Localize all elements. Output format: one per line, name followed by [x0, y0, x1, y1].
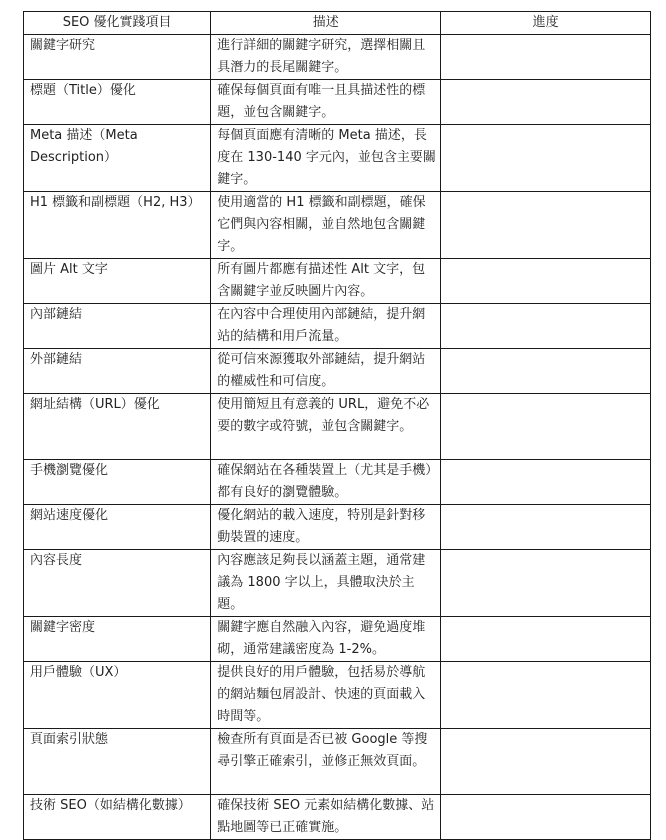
header-description: 描述 — [211, 12, 441, 35]
description-cell: 進行詳細的關鍵字研究，選擇相關且具潛力的長尾關鍵字。 — [211, 35, 441, 80]
item-cell: 圖片 Alt 文字 — [24, 259, 211, 304]
item-cell: 頁面索引狀態 — [24, 729, 211, 795]
table-row — [24, 259, 651, 304]
description-cell: 確保技術 SEO 元素如結構化數據、站點地圖等已正確實施。 — [211, 795, 441, 840]
progress-cell[interactable] — [441, 192, 651, 259]
header-progress: 進度 — [441, 12, 651, 35]
table-header-row — [24, 12, 651, 35]
item-cell: 網站速度優化 — [24, 505, 211, 550]
table-row — [24, 662, 651, 729]
progress-cell[interactable] — [441, 35, 651, 80]
description-cell: 在內容中合理使用內部鏈結，提升網站的結構和用戶流量。 — [211, 304, 441, 349]
table-row — [24, 80, 651, 125]
description-cell: 檢查所有頁面是否已被 Google 等搜尋引擎正確索引，並修正無效頁面。 — [211, 729, 441, 795]
progress-cell[interactable] — [441, 795, 651, 840]
progress-cell[interactable] — [441, 505, 651, 550]
seo-checklist-table — [23, 11, 651, 840]
table-row — [24, 729, 651, 795]
item-cell: 手機瀏覽優化 — [24, 460, 211, 505]
progress-cell[interactable] — [441, 662, 651, 729]
table-row — [24, 617, 651, 662]
progress-cell[interactable] — [441, 550, 651, 617]
table-row — [24, 394, 651, 460]
item-cell: 關鍵字研究 — [24, 35, 211, 80]
progress-cell[interactable] — [441, 125, 651, 192]
table-row — [24, 192, 651, 259]
progress-cell[interactable] — [441, 460, 651, 505]
item-cell: H1 標籤和副標題（H2, H3） — [24, 192, 211, 259]
table-row — [24, 125, 651, 192]
progress-cell[interactable] — [441, 394, 651, 460]
item-cell: 用戶體驗（UX） — [24, 662, 211, 729]
item-cell: Meta 描述（Meta Description） — [24, 125, 211, 192]
progress-cell[interactable] — [441, 729, 651, 795]
table-row — [24, 304, 651, 349]
item-cell: 技術 SEO（如結構化數據） — [24, 795, 211, 840]
description-cell: 關鍵字應自然融入內容，避免過度堆砌，通常建議密度為 1-2%。 — [211, 617, 441, 662]
description-cell: 確保網站在各種裝置上（尤其是手機）都有良好的瀏覽體驗。 — [211, 460, 441, 505]
table-row — [24, 460, 651, 505]
description-cell: 優化網站的載入速度，特別是針對移動裝置的速度。 — [211, 505, 441, 550]
progress-cell[interactable] — [441, 617, 651, 662]
table-row — [24, 505, 651, 550]
description-cell: 內容應該足夠長以涵蓋主題，通常建議為 1800 字以上，具體取決於主題。 — [211, 550, 441, 617]
table-row — [24, 349, 651, 394]
progress-cell[interactable] — [441, 80, 651, 125]
progress-cell[interactable] — [441, 349, 651, 394]
description-cell: 使用簡短且有意義的 URL，避免不必要的數字或符號，並包含關鍵字。 — [211, 394, 441, 460]
item-cell: 標題（Title）優化 — [24, 80, 211, 125]
item-cell: 內容長度 — [24, 550, 211, 617]
item-cell: 網址結構（URL）優化 — [24, 394, 211, 460]
description-cell: 從可信來源獲取外部鏈結，提升網站的權威性和可信度。 — [211, 349, 441, 394]
table-row — [24, 35, 651, 80]
progress-cell[interactable] — [441, 304, 651, 349]
item-cell: 關鍵字密度 — [24, 617, 211, 662]
description-cell: 提供良好的用戶體驗，包括易於導航的網站麵包屑設計、快速的頁面載入時間等。 — [211, 662, 441, 729]
progress-cell[interactable] — [441, 259, 651, 304]
header-item: SEO 優化實踐項目 — [24, 12, 211, 35]
description-cell: 每個頁面應有清晰的 Meta 描述，長度在 130-140 字元內，並包含主要關鍵字。 — [211, 125, 441, 192]
item-cell: 外部鏈結 — [24, 349, 211, 394]
item-cell: 內部鏈結 — [24, 304, 211, 349]
description-cell: 所有圖片都應有描述性 Alt 文字，包含關鍵字並反映圖片內容。 — [211, 259, 441, 304]
description-cell: 使用適當的 H1 標籤和副標題，確保它們與內容相關，並自然地包含關鍵字。 — [211, 192, 441, 259]
description-cell: 確保每個頁面有唯一且具描述性的標題，並包含關鍵字。 — [211, 80, 441, 125]
table-row — [24, 550, 651, 617]
table-row — [24, 795, 651, 840]
